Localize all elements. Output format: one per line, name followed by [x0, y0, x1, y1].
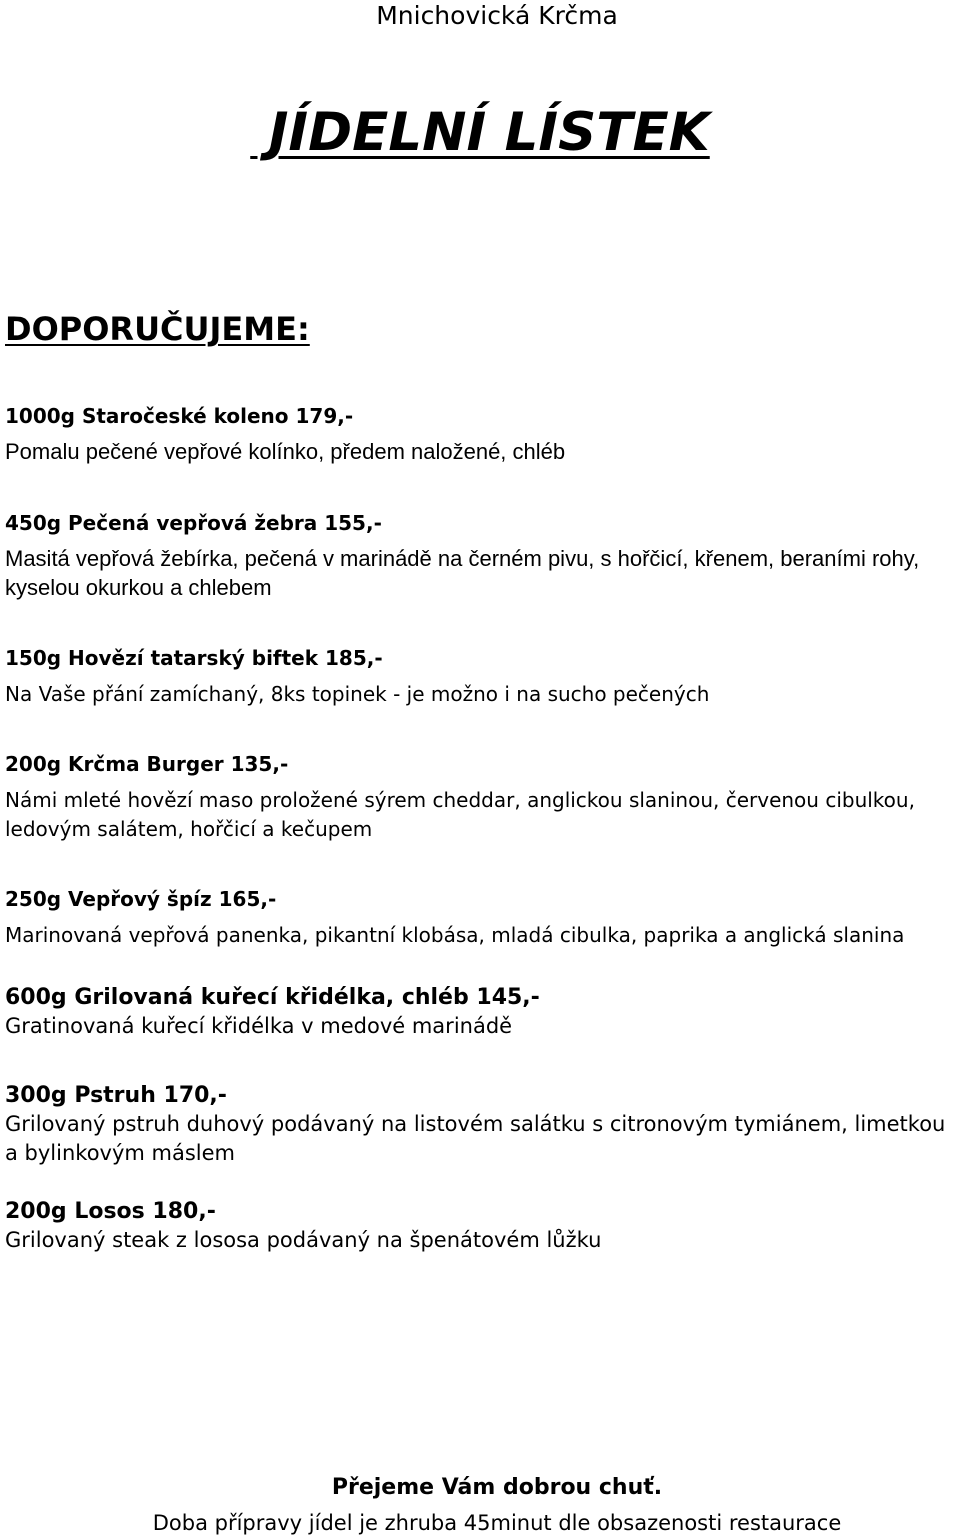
menu-item-title: 200g Krčma Burger 135,-	[5, 752, 289, 776]
menu-item-description: Marinovaná vepřová panenka, pikantní klobása, mladá cibulka, paprika a anglická slanina	[5, 923, 905, 947]
menu-item-description: Pomalu pečené vepřové kolínko, předem naložené, chléb	[5, 439, 566, 464]
menu-item-zebra	[5, 510, 960, 602]
menu-item-description: Gratinovaná kuřecí křidélka v medové marinádě	[5, 1014, 513, 1038]
menu-item-title: 600g Grilovaná kuřecí křidélka, chléb 145,-	[5, 985, 540, 1010]
menu-item-losos	[5, 1197, 960, 1255]
restaurant-name: Mnichovická Krčma	[376, 1, 618, 30]
menu-item-description: Na Vaše přání zamíchaný, 8ks topinek - je možno i na sucho pečených	[5, 682, 710, 706]
menu-item-description: Masitá vepřová žebírka, pečená v marinádě na černém pivu, s hořčicí, křenem, beraními rohy, kyselou okurkou a chlebem	[5, 546, 920, 600]
menu-item-description: Grilovaný steak z lososa podávaný na špenátovém lůžku	[5, 1228, 602, 1252]
menu-item-title: 200g Losos 180,-	[5, 1199, 216, 1224]
menu-item-title: 450g Pečená vepřová žebra 155,-	[5, 511, 382, 535]
menu-item-tatarsky-biftek	[5, 644, 960, 709]
menu-item-title: 250g Vepřový špíz 165,-	[5, 887, 277, 911]
menu-item-title: 1000g Staročeské koleno 179,-	[5, 404, 354, 428]
menu-item-description: Námi mleté hovězí maso proložené sýrem cheddar, anglickou slaninou, červenou cibulkou, ledovým salátem, hořčicí a kečupem	[5, 788, 915, 841]
menu-item-kridelka	[5, 983, 960, 1041]
menu-item-description: Grilovaný pstruh duhový podávaný na listovém salátku s citronovým tymiánem, limetkou a bylinkovým máslem	[5, 1112, 946, 1165]
menu-title: JÍDELNÍ LÍSTEK	[250, 102, 710, 163]
section-heading: DOPORUČUJEME:	[5, 310, 310, 348]
preparation-note: Doba přípravy jídel je zhruba 45minut dle obsazenosti restaurace	[152, 1511, 842, 1535]
menu-item-burger	[5, 750, 960, 844]
menu-item-title: 150g Hovězí tatarský biftek 185,-	[5, 646, 383, 670]
menu-item-pstruh	[5, 1081, 960, 1168]
menu-item-title: 300g Pstruh 170,-	[5, 1083, 227, 1108]
menu-item-koleno	[5, 403, 960, 466]
closing-wish: Přejeme Vám dobrou chuť.	[331, 1475, 663, 1500]
menu-item-spiz	[5, 885, 960, 950]
